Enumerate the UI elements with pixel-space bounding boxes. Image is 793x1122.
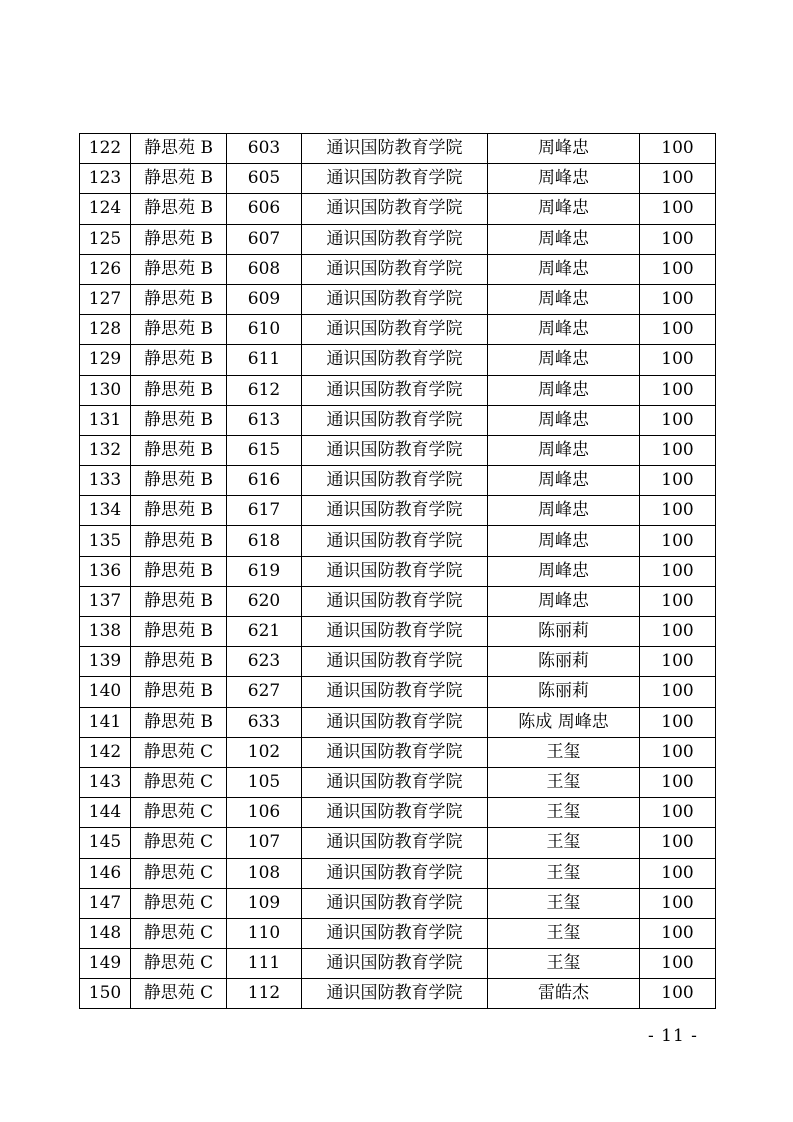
cell-row-number: 150 [80, 979, 131, 1009]
cell-building: 静思苑 B [131, 254, 227, 284]
cell-college: 通识国防教育学院 [302, 254, 488, 284]
cell-college: 通识国防教育学院 [302, 979, 488, 1009]
cell-tutor: 王玺 [488, 737, 640, 767]
cell-college: 通识国防教育学院 [302, 677, 488, 707]
cell-building: 静思苑 C [131, 918, 227, 948]
cell-building: 静思苑 C [131, 979, 227, 1009]
cell-tutor: 王玺 [488, 918, 640, 948]
cell-score: 100 [640, 677, 716, 707]
cell-tutor: 王玺 [488, 888, 640, 918]
cell-tutor: 周峰忠 [488, 586, 640, 616]
cell-room-number: 618 [227, 526, 302, 556]
table-row [80, 345, 716, 375]
cell-score: 100 [640, 586, 716, 616]
table-row [80, 949, 716, 979]
cell-building: 静思苑 B [131, 194, 227, 224]
cell-row-number: 144 [80, 798, 131, 828]
table-row [80, 254, 716, 284]
cell-row-number: 124 [80, 194, 131, 224]
cell-college: 通识国防教育学院 [302, 466, 488, 496]
cell-row-number: 140 [80, 677, 131, 707]
cell-room-number: 610 [227, 315, 302, 345]
cell-building: 静思苑 B [131, 284, 227, 314]
cell-college: 通识国防教育学院 [302, 858, 488, 888]
cell-tutor: 周峰忠 [488, 284, 640, 314]
cell-building: 静思苑 C [131, 767, 227, 797]
cell-college: 通识国防教育学院 [302, 405, 488, 435]
table-row [80, 466, 716, 496]
table-row [80, 737, 716, 767]
cell-row-number: 129 [80, 345, 131, 375]
cell-score: 100 [640, 345, 716, 375]
cell-row-number: 138 [80, 617, 131, 647]
cell-row-number: 126 [80, 254, 131, 284]
cell-room-number: 617 [227, 496, 302, 526]
table-row [80, 828, 716, 858]
cell-score: 100 [640, 858, 716, 888]
cell-building: 静思苑 B [131, 164, 227, 194]
table-row [80, 194, 716, 224]
table-row [80, 647, 716, 677]
cell-tutor: 王玺 [488, 949, 640, 979]
cell-score: 100 [640, 707, 716, 737]
table-row [80, 526, 716, 556]
table-row [80, 979, 716, 1009]
cell-tutor: 陈成 周峰忠 [488, 707, 640, 737]
cell-score: 100 [640, 647, 716, 677]
cell-college: 通识国防教育学院 [302, 435, 488, 465]
cell-building: 静思苑 B [131, 435, 227, 465]
cell-room-number: 616 [227, 466, 302, 496]
cell-score: 100 [640, 134, 716, 164]
cell-college: 通识国防教育学院 [302, 647, 488, 677]
cell-college: 通识国防教育学院 [302, 617, 488, 647]
cell-college: 通识国防教育学院 [302, 888, 488, 918]
cell-college: 通识国防教育学院 [302, 949, 488, 979]
cell-room-number: 605 [227, 164, 302, 194]
cell-row-number: 123 [80, 164, 131, 194]
cell-tutor: 周峰忠 [488, 345, 640, 375]
cell-building: 静思苑 B [131, 375, 227, 405]
cell-tutor: 周峰忠 [488, 254, 640, 284]
cell-building: 静思苑 B [131, 677, 227, 707]
cell-score: 100 [640, 224, 716, 254]
cell-building: 静思苑 C [131, 798, 227, 828]
cell-room-number: 623 [227, 647, 302, 677]
cell-building: 静思苑 B [131, 134, 227, 164]
cell-building: 静思苑 B [131, 405, 227, 435]
cell-row-number: 127 [80, 284, 131, 314]
cell-college: 通识国防教育学院 [302, 194, 488, 224]
cell-tutor: 周峰忠 [488, 466, 640, 496]
cell-tutor: 王玺 [488, 828, 640, 858]
cell-score: 100 [640, 405, 716, 435]
cell-row-number: 145 [80, 828, 131, 858]
cell-tutor: 陈丽莉 [488, 647, 640, 677]
cell-tutor: 周峰忠 [488, 375, 640, 405]
cell-tutor: 周峰忠 [488, 194, 640, 224]
cell-college: 通识国防教育学院 [302, 284, 488, 314]
cell-building: 静思苑 B [131, 586, 227, 616]
cell-building: 静思苑 B [131, 526, 227, 556]
cell-tutor: 周峰忠 [488, 435, 640, 465]
cell-row-number: 146 [80, 858, 131, 888]
table-row [80, 888, 716, 918]
cell-tutor: 雷皓杰 [488, 979, 640, 1009]
cell-building: 静思苑 B [131, 224, 227, 254]
cell-building: 静思苑 C [131, 737, 227, 767]
cell-room-number: 106 [227, 798, 302, 828]
cell-room-number: 619 [227, 556, 302, 586]
table-row [80, 134, 716, 164]
table-row [80, 586, 716, 616]
cell-building: 静思苑 C [131, 888, 227, 918]
cell-room-number: 111 [227, 949, 302, 979]
cell-row-number: 130 [80, 375, 131, 405]
table-row [80, 224, 716, 254]
cell-score: 100 [640, 617, 716, 647]
table-row [80, 164, 716, 194]
cell-row-number: 132 [80, 435, 131, 465]
cell-score: 100 [640, 798, 716, 828]
cell-score: 100 [640, 466, 716, 496]
cell-room-number: 608 [227, 254, 302, 284]
cell-room-number: 620 [227, 586, 302, 616]
cell-tutor: 王玺 [488, 858, 640, 888]
cell-score: 100 [640, 526, 716, 556]
cell-tutor: 周峰忠 [488, 556, 640, 586]
cell-room-number: 609 [227, 284, 302, 314]
cell-row-number: 125 [80, 224, 131, 254]
dormitory-score-table [79, 133, 716, 1009]
cell-score: 100 [640, 375, 716, 405]
cell-college: 通识国防教育学院 [302, 496, 488, 526]
cell-row-number: 122 [80, 134, 131, 164]
table-row [80, 798, 716, 828]
cell-college: 通识国防教育学院 [302, 345, 488, 375]
cell-college: 通识国防教育学院 [302, 556, 488, 586]
cell-room-number: 615 [227, 435, 302, 465]
cell-tutor: 周峰忠 [488, 496, 640, 526]
table-row [80, 284, 716, 314]
cell-room-number: 105 [227, 767, 302, 797]
cell-row-number: 148 [80, 918, 131, 948]
cell-building: 静思苑 C [131, 858, 227, 888]
cell-tutor: 周峰忠 [488, 315, 640, 345]
cell-college: 通识国防教育学院 [302, 767, 488, 797]
table-row [80, 677, 716, 707]
cell-room-number: 611 [227, 345, 302, 375]
cell-room-number: 108 [227, 858, 302, 888]
table-row [80, 858, 716, 888]
cell-room-number: 107 [227, 828, 302, 858]
cell-tutor: 周峰忠 [488, 405, 640, 435]
cell-tutor: 王玺 [488, 767, 640, 797]
cell-college: 通识国防教育学院 [302, 828, 488, 858]
cell-row-number: 141 [80, 707, 131, 737]
cell-building: 静思苑 C [131, 949, 227, 979]
cell-row-number: 135 [80, 526, 131, 556]
cell-room-number: 109 [227, 888, 302, 918]
cell-room-number: 621 [227, 617, 302, 647]
table-row [80, 617, 716, 647]
cell-tutor: 周峰忠 [488, 164, 640, 194]
cell-room-number: 606 [227, 194, 302, 224]
cell-score: 100 [640, 315, 716, 345]
cell-building: 静思苑 B [131, 466, 227, 496]
cell-score: 100 [640, 164, 716, 194]
cell-tutor: 陈丽莉 [488, 677, 640, 707]
cell-room-number: 612 [227, 375, 302, 405]
cell-tutor: 周峰忠 [488, 224, 640, 254]
table-row [80, 375, 716, 405]
cell-score: 100 [640, 979, 716, 1009]
cell-row-number: 131 [80, 405, 131, 435]
cell-college: 通识国防教育学院 [302, 375, 488, 405]
cell-room-number: 112 [227, 979, 302, 1009]
table-row [80, 496, 716, 526]
cell-score: 100 [640, 194, 716, 224]
cell-score: 100 [640, 284, 716, 314]
cell-college: 通识国防教育学院 [302, 134, 488, 164]
cell-room-number: 627 [227, 677, 302, 707]
cell-room-number: 102 [227, 737, 302, 767]
cell-row-number: 147 [80, 888, 131, 918]
cell-building: 静思苑 B [131, 617, 227, 647]
cell-building: 静思苑 B [131, 315, 227, 345]
cell-college: 通识国防教育学院 [302, 737, 488, 767]
cell-score: 100 [640, 949, 716, 979]
cell-building: 静思苑 B [131, 647, 227, 677]
cell-row-number: 133 [80, 466, 131, 496]
cell-college: 通识国防教育学院 [302, 586, 488, 616]
cell-building: 静思苑 B [131, 556, 227, 586]
table-row [80, 767, 716, 797]
cell-row-number: 143 [80, 767, 131, 797]
table-row [80, 315, 716, 345]
cell-tutor: 周峰忠 [488, 134, 640, 164]
cell-college: 通识国防教育学院 [302, 315, 488, 345]
cell-tutor: 王玺 [488, 798, 640, 828]
table-row [80, 405, 716, 435]
cell-score: 100 [640, 254, 716, 284]
cell-room-number: 607 [227, 224, 302, 254]
cell-row-number: 128 [80, 315, 131, 345]
cell-score: 100 [640, 496, 716, 526]
cell-building: 静思苑 B [131, 707, 227, 737]
table-row [80, 435, 716, 465]
table-row [80, 918, 716, 948]
cell-score: 100 [640, 556, 716, 586]
cell-score: 100 [640, 918, 716, 948]
cell-building: 静思苑 C [131, 828, 227, 858]
cell-row-number: 136 [80, 556, 131, 586]
cell-college: 通识国防教育学院 [302, 164, 488, 194]
cell-room-number: 110 [227, 918, 302, 948]
cell-row-number: 149 [80, 949, 131, 979]
cell-room-number: 613 [227, 405, 302, 435]
cell-college: 通识国防教育学院 [302, 707, 488, 737]
cell-college: 通识国防教育学院 [302, 798, 488, 828]
table-body [80, 134, 716, 1009]
cell-tutor: 周峰忠 [488, 526, 640, 556]
cell-score: 100 [640, 737, 716, 767]
cell-row-number: 134 [80, 496, 131, 526]
page-number: - 11 - [648, 1026, 698, 1046]
table-row [80, 556, 716, 586]
cell-score: 100 [640, 767, 716, 797]
cell-score: 100 [640, 435, 716, 465]
cell-building: 静思苑 B [131, 496, 227, 526]
cell-college: 通识国防教育学院 [302, 526, 488, 556]
cell-college: 通识国防教育学院 [302, 224, 488, 254]
cell-college: 通识国防教育学院 [302, 918, 488, 948]
cell-row-number: 139 [80, 647, 131, 677]
cell-row-number: 142 [80, 737, 131, 767]
cell-row-number: 137 [80, 586, 131, 616]
cell-building: 静思苑 B [131, 345, 227, 375]
cell-score: 100 [640, 828, 716, 858]
cell-tutor: 陈丽莉 [488, 617, 640, 647]
cell-score: 100 [640, 888, 716, 918]
table-row [80, 707, 716, 737]
cell-room-number: 603 [227, 134, 302, 164]
cell-room-number: 633 [227, 707, 302, 737]
